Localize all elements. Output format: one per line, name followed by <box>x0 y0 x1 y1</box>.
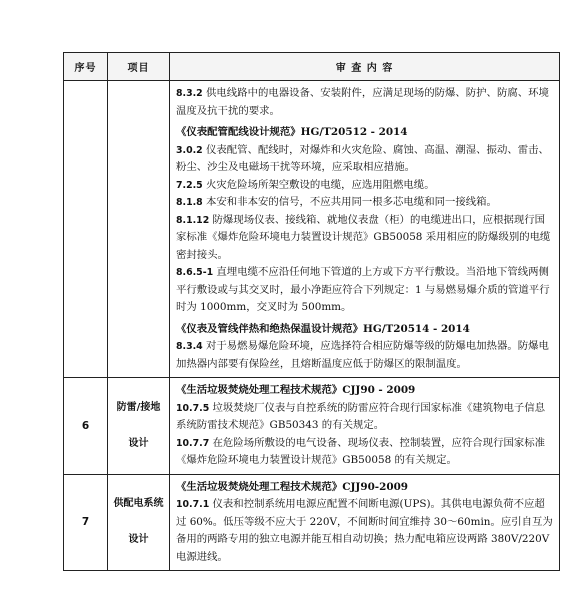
clause-number: 8.3.2 <box>176 88 203 99</box>
clause-paragraph <box>176 400 553 435</box>
clause-paragraph <box>176 194 553 212</box>
row-review-content <box>170 378 560 475</box>
row-item-line: 防雷/接地 <box>116 401 161 413</box>
row-item-line: 设计 <box>128 437 149 449</box>
table-row <box>64 378 560 475</box>
row-serial-no <box>64 81 108 378</box>
clause-number: 10.7.7 <box>176 437 210 449</box>
clause-text: 直埋电缆不应沿任何地下管道的上方或下方平行敷设。当沿地下管线两侧平行敷设或与其交叉时，最小净距应符合下列规定：1 与易燃易爆介质的管道平行时为 1000mm，交叉时为 500mm。 <box>176 266 550 313</box>
clause-paragraph <box>176 496 553 566</box>
clause-number: 7.2.5 <box>176 179 203 191</box>
clause-paragraph <box>176 142 553 177</box>
row-item <box>108 81 170 378</box>
standard-title: 《仪表及管线伴热和绝热保温设计规范》HG/T20514 - 2014 <box>176 322 470 335</box>
row-item <box>108 378 170 475</box>
standard-title: 《生活垃圾焚烧处理工程技术规范》CJJ90 - 2009 <box>176 384 416 396</box>
clause-number: 8.1.12 <box>176 214 210 226</box>
table-row <box>64 474 560 571</box>
clause-paragraph <box>176 338 553 373</box>
header-review-content: 审 查 内 容 <box>170 53 560 81</box>
clause-number: 10.7.1 <box>176 499 210 510</box>
row-item-line: 供配电系统 <box>113 498 164 510</box>
clause-text: 仪表配管、配线时，对爆炸和火灾危险、腐蚀、高温、潮湿、振动、雷击、粉尘、沙尘及电磁场干扰等环境，应采取相应措施。 <box>176 143 549 173</box>
row-serial-no: 6 <box>64 378 108 475</box>
table-row <box>64 81 560 378</box>
clause-number: 8.6.5-1 <box>176 267 214 278</box>
header-serial-no: 序号 <box>64 53 108 81</box>
table-header-row <box>64 53 560 81</box>
clause-paragraph <box>176 435 553 470</box>
clause-number: 8.1.8 <box>176 197 203 208</box>
header-item: 项目 <box>108 53 170 81</box>
row-review-content <box>170 474 560 571</box>
clause-text: 对于易燃易爆危险环境，应选择符合相应防爆等级的防爆电加热器。防爆电加热器内部要有保险丝，且熔断温度应低于防爆区的限制温度。 <box>176 340 549 370</box>
clause-text: 火灾危险场所架空敷设的电缆，应选用阻燃电缆。 <box>202 178 435 191</box>
clause-paragraph <box>176 212 553 265</box>
standard-title: 《生活垃圾焚烧处理工程技术规范》CJJ90-2009 <box>176 480 409 493</box>
clause-number: 8.3.4 <box>176 341 203 352</box>
clause-text: 防爆现场仪表、接线箱、就地仪表盘（柜）的电缆进出口，应根据现行国家标准《爆炸危险环境电力装置设计规范》GB50058 采用相应的防爆级别的电缆密封接头。 <box>176 213 551 261</box>
clause-number: 10.7.5 <box>176 402 210 414</box>
review-table <box>63 52 560 571</box>
clause-text: 仪表和控制系统用电源应配置不间断电源(UPS)。其供电电源负荷不应超过 60%。低压等级不应大于 220V，不间断时间宜维持 30～60min。应引自互为备用的两路专用的独立电源并能互相自动切换；热力配电箱应设两路 380V/220V 电源进线。 <box>176 498 553 563</box>
clause-paragraph <box>176 85 553 120</box>
clause-text: 本安和非本安的信号，不应共用同一根多芯电缆和同一接线箱。 <box>202 196 497 208</box>
clause-paragraph <box>176 264 553 317</box>
clause-text: 在危险场所敷设的电气设备、现场仪表、控制装置，应符合现行国家标准《爆炸危险环境电力装置设计规范》GB50058 的有关规定。 <box>176 436 546 466</box>
clause-text: 垃圾焚烧厂仪表与自控系统的防雷应符合现行国家标准《建筑物电子信息系统防雷技术规范》GB50343 的有关规定。 <box>176 401 546 431</box>
clause-number: 3.0.2 <box>176 144 203 156</box>
row-item <box>108 474 170 571</box>
row-item-line: 设计 <box>128 534 149 546</box>
row-review-content <box>170 81 560 378</box>
clause-text: 供电线路中的电器设备、安装附件，应满足现场的防爆、防护、防腐、环境温度及抗干扰的要求。 <box>176 87 549 117</box>
standard-title: 《仪表配管配线设计规范》HG/T20512 - 2014 <box>176 126 408 138</box>
clause-paragraph <box>176 177 553 195</box>
row-serial-no: 7 <box>64 474 108 571</box>
